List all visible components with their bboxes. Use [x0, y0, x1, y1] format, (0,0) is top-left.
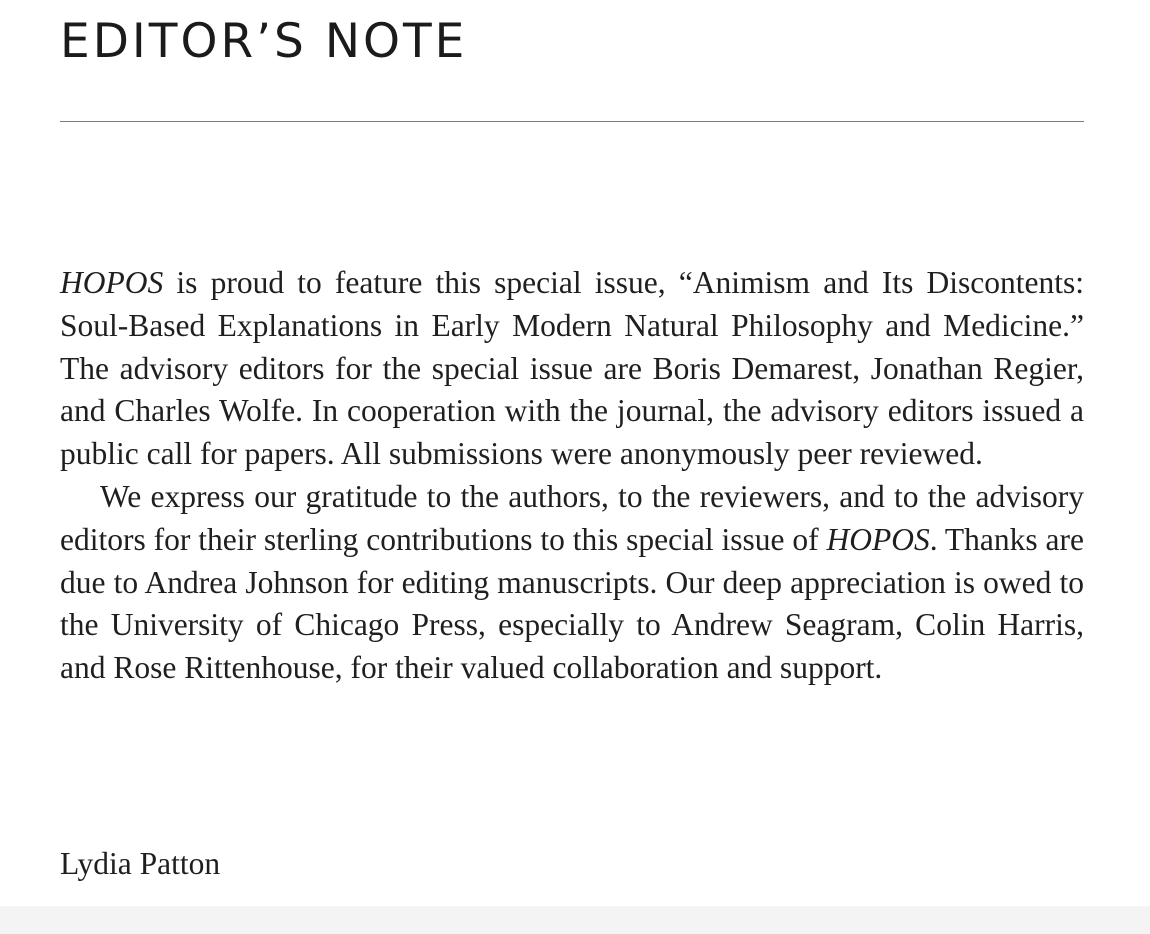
paragraph-1: [60, 262, 1084, 476]
editor-signature: Lydia Patton: [60, 846, 221, 881]
journal-name: HOPOS: [60, 265, 164, 300]
page-bottom-edge: [0, 906, 1150, 934]
page-title: EDITOR’S NOTE: [60, 14, 468, 69]
title-divider: [60, 121, 1084, 122]
paragraph-2-text-start: We express our gratitude to the authors, to the reviewers, and to the advisory editors for their sterling contributions to this special issue of: [60, 478, 1084, 557]
paragraph-2: [60, 476, 1084, 690]
paragraph-1-text: is proud to feature this special issue, “Animism and Its Discontents: Soul-Based Explanations in Early Modern Natural Philosophy and Medicine.” The advisory editors for the special issue are Boris Demarest, Jonathan Regier, and Charles Wolfe. In cooperation with the journal, the advisory editors issued a public call for papers. All submissions were anonymously peer reviewed.: [60, 265, 1084, 472]
note-body: [60, 262, 1084, 690]
paragraph-2-text-end: . Thanks are due to Andrea Johnson for editing manuscripts. Our deep appreciation is owed to the University of Chicago Press, especially to Andrew Seagram, Colin Harris, and Rose Rittenhouse, for their valued collaboration and support.: [60, 521, 1084, 686]
journal-name: HOPOS: [826, 521, 930, 557]
